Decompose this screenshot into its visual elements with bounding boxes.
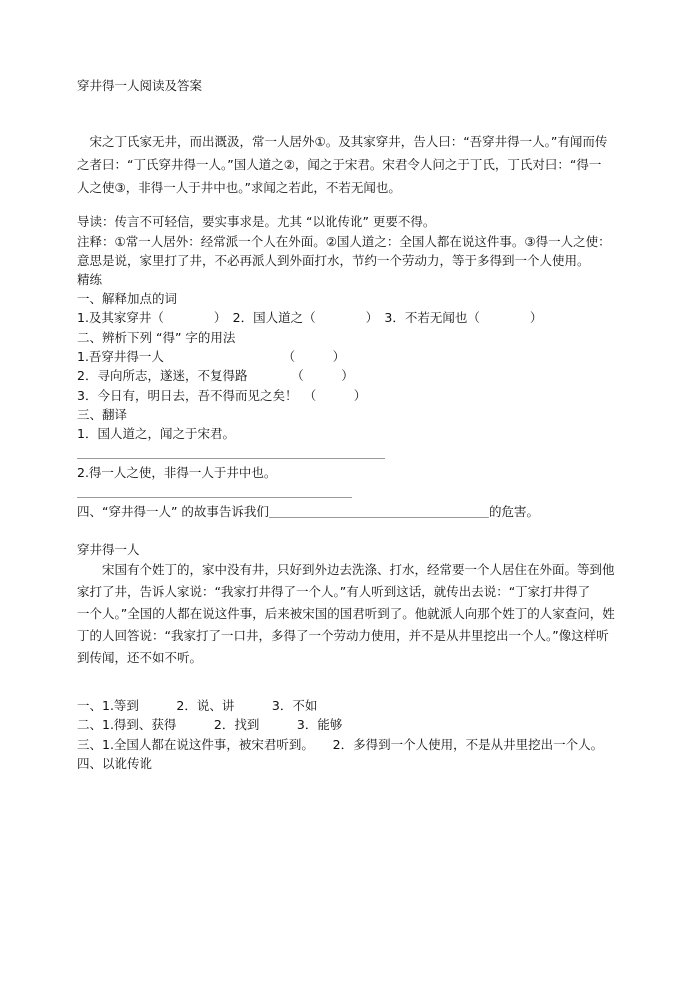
answer-line-4: 四、以讹传讹 [77, 756, 153, 771]
exercise-1-heading: 一、解释加点的词 [77, 291, 178, 306]
exercise-2-item-3: 3．今日有，明日去，吾不得而见之矣！ （ ） [77, 388, 367, 403]
exercise-4-suffix: 的危害。 [488, 504, 539, 519]
answer-blank-2: ＿＿＿＿＿＿＿＿＿＿＿＿＿＿＿＿＿＿＿＿＿＿＿＿＿ [77, 486, 352, 499]
notes-line-2: 意思是说，家里打了井，不必再派人到外面打水，节约一个劳动力，等于多得到一个人使用。 [77, 253, 590, 268]
exercise-4-prefix: 四、“穿井得一人” 的故事告诉我们 [77, 504, 269, 519]
exercise-2-heading: 二、辨析下列 “得” 字的用法 [77, 330, 236, 345]
answer-blank-1: ＿＿＿＿＿＿＿＿＿＿＿＿＿＿＿＿＿＿＿＿＿＿＿＿＿＿＿＿ [77, 447, 385, 460]
answer-line-3: 三、1.全国人都在说这件事，被宋君听到。 2．多得到一个人使用，不是从井里挖出一个人。 [77, 737, 604, 752]
translation-line-3: 一个人。”全国的人都在说这件事，后来被宋国的国君听到了。他就派人向那个姓丁的人家查问，姓 [77, 606, 615, 621]
document-title: 穿井得一人阅读及答案 [77, 78, 203, 93]
translation-line-5: 到传闻，还不如不听。 [77, 650, 203, 665]
answer-line-1: 一、1.等到 2．说、讲 3．不如 [77, 698, 318, 713]
passage-line-1: 宋之丁氏家无井，而出溉汲，常一人居外①。及其家穿井，告人曰：“吾穿井得一人。”有闻而传 [77, 134, 608, 149]
answer-line-2: 二、1.得到、获得 2．找到 3．能够 [77, 717, 343, 732]
translation-line-1: 宋国有个姓丁的，家中没有井，只好到外边去洗涤、打水，经常要一个人居住在外面。等到他 [77, 562, 615, 577]
exercise-3-heading: 三、翻译 [77, 407, 128, 422]
answer-blank-3: ＿＿＿＿＿＿＿＿＿＿＿＿＿＿＿＿＿＿＿＿ [268, 506, 489, 519]
practice-label: 精练 [77, 272, 103, 287]
exercise-4-line [77, 502, 539, 523]
passage-line-3: 人之使③，非得一人于井中也。”求闻之若此，不若无闻也。 [77, 180, 401, 195]
exercise-2-item-2: 2．寻向所志，遂迷，不复得路 （ ） [77, 368, 354, 383]
translation-heading: 穿井得一人 [77, 542, 140, 557]
exercise-3-item-2: 2.得一人之使，非得一人于井中也。 [77, 465, 277, 480]
exercise-2-item-1: 1.吾穿井得一人 （ ） [77, 349, 346, 364]
exercise-3-item-1: 1．国人道之，闻之于宋君。 [77, 426, 235, 441]
notes-line-1: 注释：①常一人居外：经常派一个人在外面。②国人道之：全国人都在说这件事。③得一人之使： [77, 234, 611, 249]
translation-line-4: 丁的人回答说：“我家打了一口井，多得了一个劳动力使用，并不是从井里挖出一个人。”像这样听 [77, 628, 609, 643]
passage-line-2: 之者曰：“丁氏穿井得一人。”国人道之②，闻之于宋君。宋君令人问之于丁氏，丁氏对曰：“得一 [77, 157, 602, 172]
exercise-1-items: 1.及其家穿井（ ） 2．国人道之（ ） 3．不若无闻也（ ） [77, 310, 543, 325]
translation-line-2: 家打了井，告诉人家说：“我家打井得了一个人。”有人听到这话，就传出去说：“丁家打井得了 [77, 584, 591, 599]
guide-line-1: 导读：传言不可轻信，要实事求是。尤其 “以讹传讹” 更要不得。 [77, 214, 436, 229]
